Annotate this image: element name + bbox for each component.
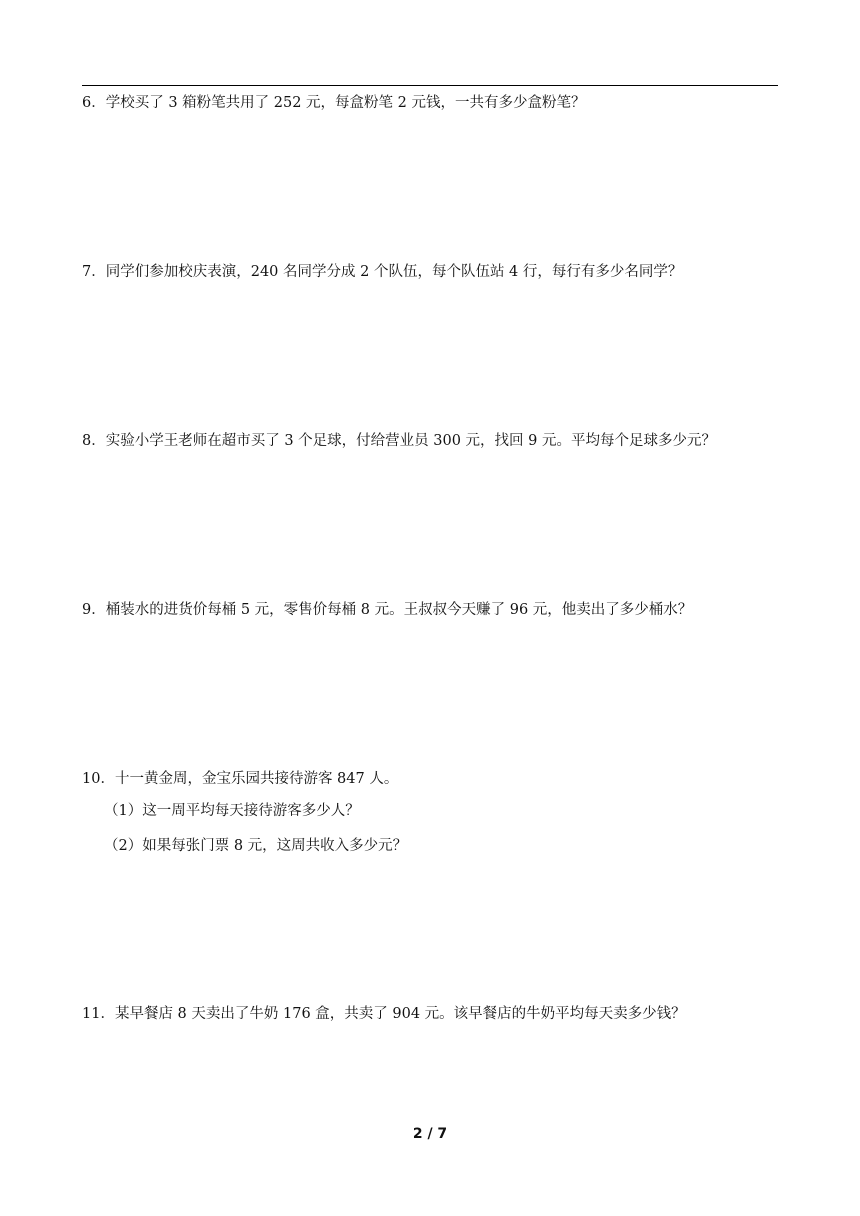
- question-8: 8．实验小学王老师在超市买了 3 个足球，付给营业员 300 元，找回 9 元。平均每个足球多少元？: [82, 433, 717, 449]
- header-rule: [82, 85, 778, 86]
- question-10-part-2: （2）如果每张门票 8 元，这周共收入多少元？: [104, 838, 408, 854]
- question-11: 11．某早餐店 8 天卖出了牛奶 176 盒，共卖了 904 元。该早餐店的牛奶平均每天卖多少钱？: [82, 1006, 686, 1022]
- question-6: 6．学校买了 3 箱粉笔共用了 252 元，每盒粉笔 2 元钱，一共有多少盒粉笔？: [82, 95, 586, 111]
- question-9: 9．桶装水的进货价每桶 5 元，零售价每桶 8 元。王叔叔今天赚了 96 元，他卖出了多少桶水？: [82, 602, 693, 618]
- question-10-part-1: （1）这一周平均每天接待游客多少人？: [104, 803, 360, 819]
- question-10: 10．十一黄金周，金宝乐园共接待游客 847 人。: [82, 771, 399, 787]
- page-number: 2 / 7: [412, 1126, 448, 1142]
- question-7: 7．同学们参加校庆表演，240 名同学分成 2 个队伍，每个队伍站 4 行，每行有多少名同学？: [82, 264, 683, 280]
